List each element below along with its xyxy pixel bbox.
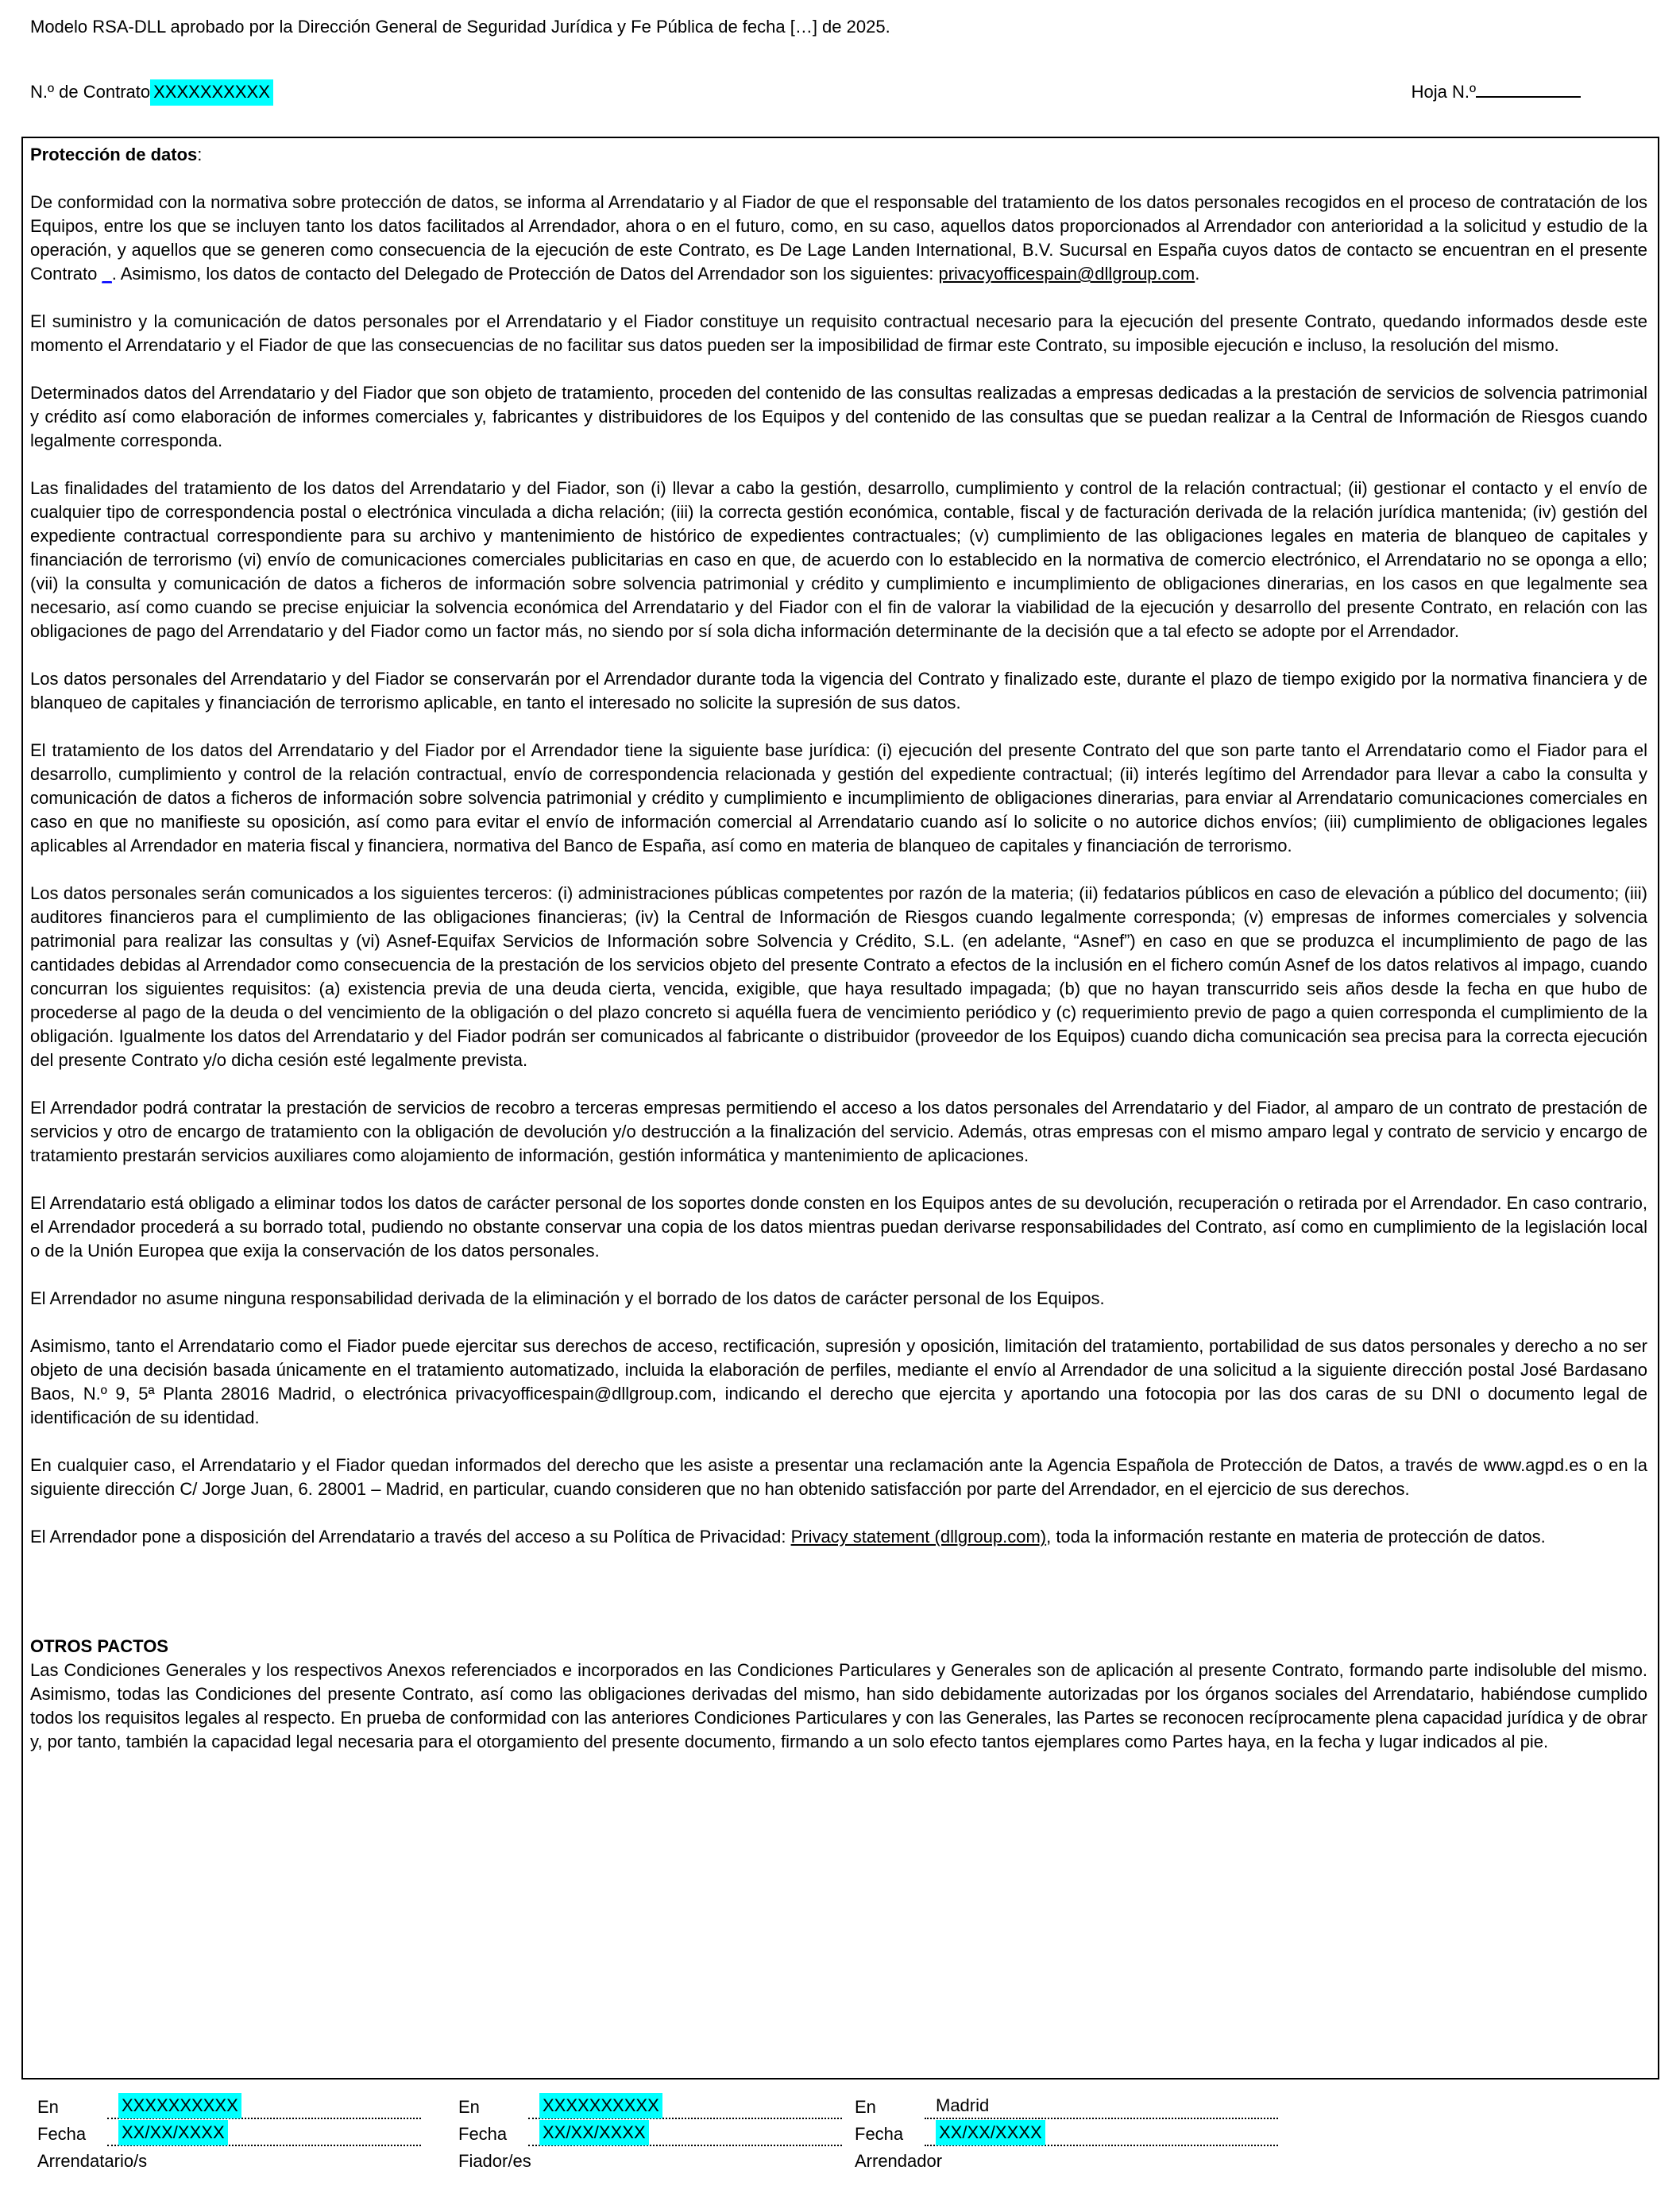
sheet-number-group: [1412, 80, 1581, 102]
date-label: Fecha: [37, 2124, 87, 2144]
date-field: [107, 2122, 421, 2146]
paragraph-legal-basis: El tratamiento de los datos del Arrendatario y del Fiador por el Arrendador tiene la siguiente base jurídica: (i) ejecución del presente Contrato del que son parte tanto el Arrendatario como el Fiador para el desarrollo, cumplimiento y control de la relación contractual, envío de correspondencia relacionada y gestión del expediente contractual; (ii) interés legítimo del Arrendador para llevar a cabo la consulta y comunicación de datos a ficheros de información sobre solvencia patrimonial y crédito y cumplimiento e incumplimiento de obligaciones dinerarias, para enviar al Arrendatario comunicaciones comerciales en caso en que no manifieste su oposición, así como para evitar el envío de información comercial al Arrendatario cuando así lo solicite o no autorice dichos envíos; (iii) cumplimiento de obligaciones legales aplicables al Arrendador en materia fiscal y financiera, normativa del Banco de España, así como en materia de blanqueo de capitales y financiación de terrorismo.: [30, 740, 1647, 855]
contract-number-row: [30, 79, 1581, 106]
date-row: [37, 2119, 458, 2146]
date-value[interactable]: XX/XX/XXXX: [118, 2120, 228, 2145]
sheet-number-label: Hoja N.º: [1411, 82, 1476, 102]
privacy-statement-link[interactable]: Privacy statement (dllgroup.com): [790, 1527, 1047, 1547]
date-value[interactable]: XX/XX/XXXX: [936, 2120, 1045, 2145]
paragraph-data-deletion-obligation: El Arrendatario está obligado a eliminar todos los datos de carácter personal de los soportes donde consten en los Equipos antes de su devolución, recuperación o retirada por el Arrendador. En caso contrario, el Arrendador procederá a su borrado total, pudiendo no obstante conservar una copia de los datos mientras puedan derivarse responsabilidades del Contrato, así como en cumplimiento de la legislación local o de la Unión Europea que exija la conservación de los datos personales.: [30, 1193, 1647, 1261]
model-approval-line: Modelo RSA-DLL aprobado por la Dirección General de Seguridad Jurídica y Fe Pública de fecha […] de 2025.: [30, 17, 890, 37]
paragraph-controller-identity: De conformidad con la normativa sobre protección de datos, se informa al Arrendatario y al Fiador de que el responsable del tratamiento de los datos personales recogidos en el proceso de contratación de los Equipos, entre los que se incluyen tanto los datos facilitados al Arrendador, ahora o en el futuro, como, en su caso, aquellos datos proporcionados al Arrendador con anterioridad a la solicitud y estudio de la operación, y aquellos que se generen como consecuencia de la ejecución de este Contrato, es De Lage Landen International, B.V. Sucursal en España cuyos datos de contacto se encuentran en el presente Contrato _. Asimismo, los datos de contacto del Delegado de Protección de Datos del Arrendador son los siguientes: privacyofficespain@dllgroup.com.: [30, 192, 1647, 284]
date-row: [458, 2119, 855, 2146]
place-value: Madrid: [936, 2095, 990, 2115]
paragraph-data-requirement: El suministro y la comunicación de datos personales por el Arrendatario y el Fiador constituye un requisito contractual necesario para la ejecución del presente Contrato, quedando informados desde este momento el Arrendatario y el Fiador de que las consecuencias de no facilitar sus datos pueden ser la imposibilidad de firmar este Contrato, su imposible ejecución e incluso, la resolución del mismo.: [30, 311, 1647, 355]
place-field: [107, 2095, 421, 2119]
place-value[interactable]: XXXXXXXXXX: [539, 2093, 662, 2118]
place-field: [925, 2095, 1278, 2119]
data-protection-box: [21, 137, 1659, 2079]
party-label-fiador: Fiador/es: [458, 2151, 531, 2171]
paragraph-debt-collection-services: El Arrendador podrá contratar la prestación de servicios de recobro a terceras empresas permitiendo el acceso a los datos personales del Arrendatario y del Fiador, al amparo de un contrato de prestación de servicios y otro de encargo de tratamiento con la obligación de devolución y/o destrucción a la finalización del servicio. Además, otras empresas con el mismo amparo legal y contrato de servicio y encargo de tratamiento prestarán servicios auxiliares como alojamiento de información, gestión informática y mantenimiento de aplicaciones.: [30, 1098, 1647, 1165]
contract-number-label: N.º de Contrato: [30, 82, 151, 102]
contract-ref-link[interactable]: _: [102, 264, 112, 284]
date-label: Fecha: [458, 2124, 508, 2144]
place-label: En: [37, 2097, 59, 2117]
place-row: [855, 2092, 1347, 2119]
place-label: En: [458, 2097, 480, 2117]
place-value[interactable]: XXXXXXXXXX: [118, 2093, 241, 2118]
signature-column-fiador: [458, 2092, 855, 2172]
paragraph-otros-pactos: Las Condiciones Generales y los respectivos Anexos referenciados e incorporados en las Condiciones Particulares y Generales son de aplicación al presente Contrato, formando parte indisoluble del mismo. Asimismo, todas las Condiciones del presente Contrato, así como las obligaciones derivadas del mismo, han sido debidamente autorizadas por los órganos sociales del Arrendatario, habiéndose cumplido todos los requisitos legales al respecto. En prueba de conformidad con las anteriores Condiciones Particulares y con las Generales, las Partes se reconocen recíprocamente plena capacidad jurídica y de obrar y, por tanto, también la capacidad legal necesaria para el otorgamiento del presente documento, firmando a un solo efecto tantos ejemplares como Partes haya, en la fecha y lugar indicados al pie.: [30, 1660, 1647, 1751]
paragraph-retention: Los datos personales del Arrendatario y del Fiador se conservarán por el Arrendador durante toda la vigencia del Contrato y finalizado este, durante el plazo de tiempo exigido por la normativa financiera y de blanqueo de capitales y financiación de terrorismo aplicable, en tanto el interesado no solicite la supresión de sus datos.: [30, 669, 1647, 712]
date-row: [855, 2119, 1347, 2146]
signature-section: [37, 2092, 1680, 2172]
party-label-arrendador: Arrendador: [855, 2151, 943, 2171]
date-field: [925, 2122, 1278, 2146]
party-label-arrendatario: Arrendatario/s: [37, 2151, 148, 2171]
paragraph-data-recipients: Los datos personales serán comunicados a los siguientes terceros: (i) administraciones públicas competentes por razón de la materia; (ii) fedatarios públicos en caso de elevación a público del documento; (iii) auditores financieros para el cumplimiento de las obligaciones financieras; (iv) la Central de Información de Riesgos cuando legalmente corresponda; (v) empresas de informes comerciales y solvencia patrimonial para realizar las consultas y (vi) Asnef-Equifax Servicios de Información sobre Solvencia y Crédito, S.L. (en adelante, “Asnef”) en caso en que se produzca el incumplimiento de pago de las cantidades debidas al Arrendador como consecuencia de la prestación de los servicios objeto del presente Contrato a efectos de la inclusión en el fichero común Asnef de los datos relativos al impago, cuando concurran los siguientes requisitos: (a) existencia previa de una deuda cierta, vencida, exigible, que haya resultado impagada; (b) que no hayan transcurrido seis años desde la fecha en que hubo de procederse al pago de la deuda o del vencimiento de la obligación o del plazo concreto si aquélla fuera de vencimiento periódico y (c) requerimiento previo de pago a quien corresponda el cumplimiento de la obligación. Igualmente los datos del Arrendatario y del Fiador podrán ser comunicados al fabricante o distribuidor (proveedor de los Equipos) cuando dicha comunicación sea precisa para la correcta ejecución del presente Contrato y/o dicha cesión esté legalmente prevista.: [30, 883, 1647, 1070]
contract-number-field[interactable]: XXXXXXXXXX: [150, 79, 273, 106]
place-label: En: [855, 2097, 876, 2117]
signature-column-arrendador: [855, 2092, 1347, 2172]
paragraph-privacy-policy: El Arrendador pone a disposición del Arrendatario a través del acceso a su Política de Privacidad: Privacy statement (dllgroup.com), toda la información restante en materia de protección de datos.: [30, 1527, 1546, 1547]
paragraph-complaint-agency: En cualquier caso, el Arrendatario y el Fiador quedan informados del derecho que les asiste a presentar una reclamación ante la Agencia Española de Protección de Datos, a través de www.agpd.es o en la siguiente dirección C/ Jorge Juan, 6. 28001 – Madrid, en particular, cuando consideren que no han obtenido satisfacción por parte del Arrendador, en el ejercicio de sus derechos.: [30, 1455, 1647, 1499]
place-row: [37, 2092, 458, 2119]
otros-pactos-heading: OTROS PACTOS: [30, 1636, 168, 1656]
date-label: Fecha: [855, 2124, 904, 2144]
place-row: [458, 2092, 855, 2119]
place-field: [528, 2095, 842, 2119]
sheet-number-blank-field[interactable]: [1476, 80, 1581, 98]
paragraph-processing-purposes: Las finalidades del tratamiento de los datos del Arrendatario y del Fiador, son (i) llevar a cabo la gestión, desarrollo, cumplimiento y control de la relación contractual; (ii) gestionar el contacto y el envío de cualquier tipo de correspondencia postal o electrónica vinculada a dicha relación; (iii) la correcta gestión económica, contable, fiscal y de facturación derivada de la relación jurídica mantenida; (iv) gestión del expediente contractual correspondiente para su archivo y mantenimiento de histórico de expedientes contractuales; (v) cumplimiento de las obligaciones legales en materia de blanqueo de capitales y financiación de terrorismo (vi) envío de comunicaciones comerciales publicitarias en caso en que, de acuerdo con lo establecido en la normativa de comercio electrónico, el Arrendatario no se oponga a ello; (vii) la consulta y comunicación de datos a ficheros de información sobre solvencia patrimonial y crédito y cumplimiento e incumplimiento de obligaciones dinerarias, en los casos en que legalmente sea necesario, así como cuando se precise enjuiciar la solvencia económica del Arrendatario y del Fiador con el fin de valorar la viabilidad de la ejecución y desarrollo del presente Contrato, en relación con las obligaciones de pago del Arrendatario y del Fiador como un factor más, no siendo por sí sola dicha información determinante de la decisión que a tal efecto se adopte por el Arrendador.: [30, 478, 1647, 641]
signature-column-arrendatario: [37, 2092, 458, 2172]
date-value[interactable]: XX/XX/XXXX: [539, 2120, 649, 2145]
paragraph-rights-exercise: Asimismo, tanto el Arrendatario como el Fiador puede ejercitar sus derechos de acceso, rectificación, supresión y oposición, limitación del tratamiento, portabilidad de sus datos personales y derecho a no ser objeto de una decisión basada únicamente en el tratamiento automatizado, incluida la elaboración de perfiles, mediante el envío al Arrendador de una solicitud a la siguiente dirección postal José Bardasano Baos, N.º 9, 5ª Planta 28016 Madrid, o electrónica privacyofficespain@dllgroup.com, indicando el derecho que ejercita y aportando una fotocopia por las dos caras de su DNI o documento legal de identificación de su identidad.: [30, 1336, 1647, 1427]
paragraph-no-liability: El Arrendador no asume ninguna responsabilidad derivada de la eliminación y el borrado de los datos de carácter personal de los Equipos.: [30, 1288, 1105, 1308]
date-field: [528, 2122, 842, 2146]
data-protection-heading: Protección de datos:: [30, 145, 203, 164]
paragraph-data-sources: Determinados datos del Arrendatario y del Fiador que son objeto de tratamiento, proceden del contenido de las consultas realizadas a empresas dedicadas a la prestación de servicios de solvencia patrimonial y crédito así como elaboración de informes comerciales y, fabricantes y distribuidores de los Equipos y del contenido de las consultas que se puedan realizar a la Central de Información de Riesgos cuando legalmente corresponda.: [30, 383, 1647, 450]
dpo-email-link[interactable]: privacyofficespain@dllgroup.com: [938, 264, 1195, 284]
